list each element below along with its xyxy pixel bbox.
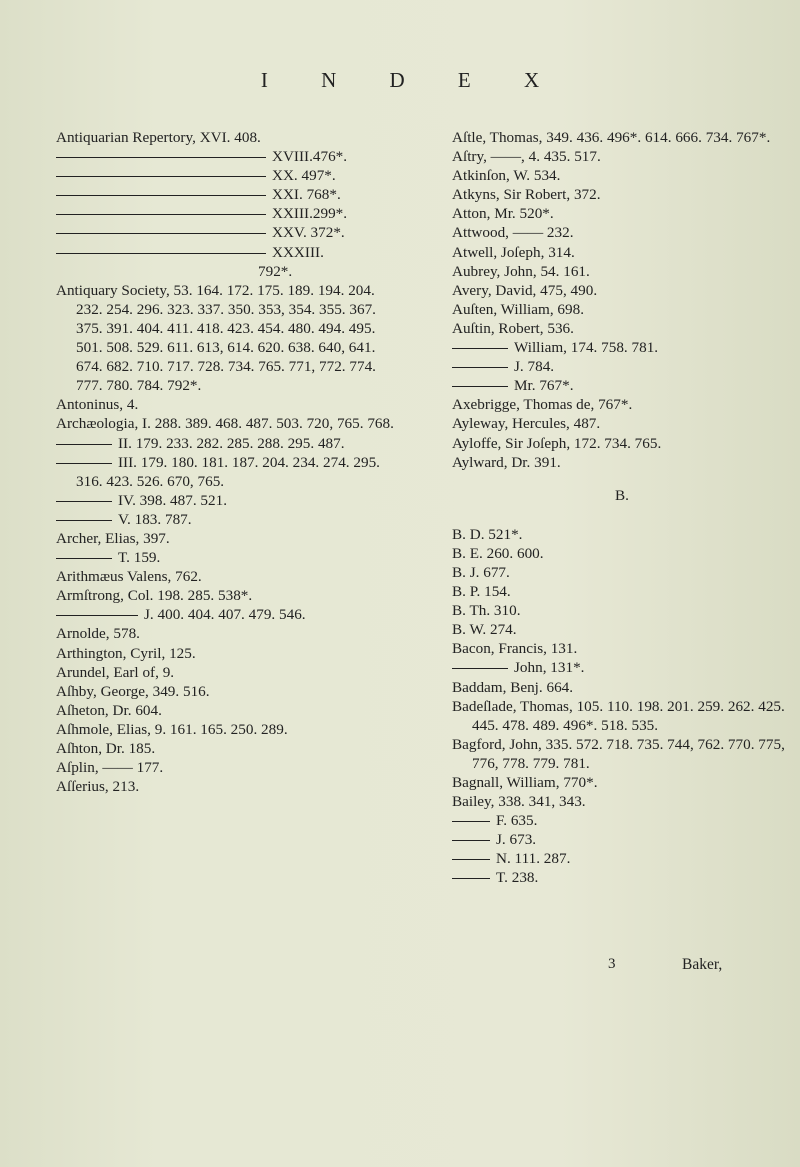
index-entry: [452, 563, 792, 582]
entry-heading: B. E.: [452, 544, 483, 562]
index-entry: [452, 147, 792, 166]
index-entry: [452, 414, 792, 433]
index-entry: [452, 849, 792, 868]
ditto-dash: [56, 501, 112, 502]
entry-page-refs: 105. 110. 198. 201. 259. 262. 425. 445. 478. 489. 496*. 518. 535.: [472, 697, 785, 734]
index-entry: [452, 185, 792, 204]
index-entry: [56, 166, 401, 185]
entry-heading: Bagnall, William,: [452, 774, 560, 791]
page-title: I N D E X: [260, 68, 564, 92]
entry-heading: Antoninus,: [56, 396, 124, 414]
entry-page-refs: XX. 497*.: [272, 167, 336, 185]
entry-heading: Arthington, Cyril,: [56, 644, 166, 662]
entry-heading: Atkinſon, W.: [452, 167, 531, 185]
index-entry: [452, 223, 792, 242]
index-entry: [56, 701, 401, 720]
entry-page-refs: 534.: [533, 167, 561, 185]
index-entry: [452, 395, 792, 414]
index-entry: [452, 434, 792, 453]
entry-heading: Archer, Elias,: [56, 529, 140, 547]
entry-page-refs: 338. 341, 343.: [498, 793, 586, 811]
ditto-dash: [452, 840, 490, 841]
index-entry: [452, 525, 792, 544]
entry-page-refs: 349. 516.: [152, 682, 210, 700]
index-entry: [452, 281, 792, 300]
entry-page-refs: John, 131*.: [514, 659, 585, 677]
ditto-dash: [56, 253, 266, 254]
entry-page-refs: 475, 490.: [540, 281, 598, 299]
index-entry: [56, 414, 401, 433]
index-entry: [452, 792, 792, 811]
index-entry: [56, 147, 401, 166]
entry-page-refs: 9.: [162, 663, 175, 681]
index-entry: [56, 204, 401, 223]
index-entry: [452, 868, 792, 887]
entry-heading: Archæologia,: [56, 415, 139, 433]
ditto-dash: [452, 386, 508, 387]
entry-heading: Atton, Mr.: [452, 205, 516, 223]
entry-page-refs: 578.: [113, 625, 140, 643]
ditto-dash: [56, 444, 112, 445]
ditto-dash: [56, 463, 112, 464]
index-entry: [56, 605, 401, 624]
index-entry: [452, 243, 792, 262]
ditto-dash: [452, 367, 508, 368]
entry-page-refs: 391.: [534, 453, 561, 471]
entry-page-refs: 520*.: [519, 205, 554, 223]
entry-page-refs: 232.: [546, 224, 574, 242]
index-entry: [56, 586, 401, 605]
entry-page-refs: II. 179. 233. 282. 285. 288. 295. 487.: [118, 434, 345, 452]
index-entry: [452, 319, 792, 338]
entry-page-refs: XXXIII.: [272, 243, 324, 261]
index-entry: [56, 777, 401, 796]
ditto-dash: [56, 214, 266, 215]
page-number: 3: [608, 956, 616, 972]
entry-page-refs: 536.: [547, 319, 574, 337]
entry-heading: Antiquarian Repertory,: [56, 129, 196, 146]
index-entry: [452, 697, 792, 735]
entry-page-refs: IV. 398. 487. 521.: [118, 491, 227, 509]
entry-page-refs: 54. 161.: [540, 262, 590, 280]
entry-heading: Aſtle, Thomas,: [452, 129, 543, 146]
index-entry: [56, 223, 401, 242]
entry-page-refs: 4. 435. 517.: [528, 148, 601, 166]
entry-page-refs: 314.: [548, 243, 575, 261]
index-entry: [452, 639, 792, 658]
entry-heading: Armſtrong, Col.: [56, 587, 154, 605]
entry-page-refs: J. 784.: [514, 358, 555, 376]
index-entry: [56, 529, 401, 548]
index-entry: [56, 281, 401, 396]
ditto-dash: [56, 195, 266, 196]
index-entry: [56, 395, 401, 414]
index-entry: [452, 601, 792, 620]
entry-page-refs: N. 111. 287.: [496, 850, 571, 868]
entry-heading: Aſhmole, Elias,: [56, 720, 151, 738]
section-letter-heading: B.: [615, 486, 629, 504]
entry-page-refs: 154.: [484, 583, 511, 601]
index-entry: [452, 830, 792, 849]
entry-heading: Atwell, Joſeph,: [452, 243, 545, 261]
index-entry: [56, 243, 401, 262]
entry-page-refs: Mr. 767*.: [514, 377, 574, 395]
index-entry: [56, 510, 401, 529]
entry-page-refs: I. 288. 389. 468. 487. 503. 720, 765. 768.: [142, 415, 394, 433]
index-entry: [56, 491, 401, 510]
entry-page-refs: III. 179. 180. 181. 187. 204. 234. 274. 295. 316. 423. 526. 670, 765.: [76, 453, 380, 490]
ditto-dash: [452, 348, 508, 349]
ditto-dash: [56, 176, 266, 177]
entry-page-refs: XVIII.476*.: [272, 148, 348, 166]
entry-heading: Aubrey, John,: [452, 262, 537, 280]
entry-page-refs: 213.: [112, 778, 140, 796]
entry-heading: Bailey,: [452, 793, 495, 811]
entry-page-refs: 53. 164. 172. 175. 189. 194. 204. 232. 254. 296. 323. 337. 350. 353, 354. 355. 367. 375. 391. 404. 411. 418. 423. 454. 480. 494. 495. 501. 508. 529. 611. 613, 614. 620. 638. 640, 641. 674. 682. 710. 717. 728. 734. 765. 771, 772. 774. 777. 780. 784. 792*.: [76, 281, 376, 395]
entry-page-refs: 521*.: [488, 525, 523, 543]
index-entry: [452, 735, 792, 773]
index-entry: [56, 644, 401, 663]
entry-heading: B. D.: [452, 525, 485, 543]
entry-heading: Bacon, Francis,: [452, 640, 547, 658]
entry-page-refs: 172. 734. 765.: [573, 434, 662, 452]
entry-page-refs: T. 238.: [496, 869, 539, 887]
index-entry: [56, 624, 401, 643]
ditto-dash: [452, 859, 490, 860]
entry-heading: Atkyns, Sir Robert,: [452, 186, 571, 204]
entry-heading: Aſheton, Dr.: [56, 701, 132, 719]
ditto-dash: [452, 668, 508, 669]
entry-heading: B. Th.: [452, 602, 491, 620]
entry-heading: Bagford, John,: [452, 735, 542, 753]
entry-heading: B. J.: [452, 563, 480, 581]
entry-heading: Baddam, Benj.: [452, 678, 543, 696]
entry-heading: Arundel, Earl of,: [56, 663, 159, 681]
entry-page-refs: T. 159.: [118, 549, 161, 567]
index-entry: [452, 376, 792, 395]
index-entry: [452, 544, 792, 563]
index-entry: [56, 185, 401, 204]
index-entry: [452, 453, 792, 472]
entry-heading: Aylward, Dr.: [452, 453, 531, 471]
entry-page-refs: 349. 436. 496*. 614. 666. 734. 767*.: [546, 129, 771, 146]
entry-page-refs: 698.: [557, 300, 584, 318]
entry-page-refs: 767*.: [598, 396, 633, 414]
entry-heading: Attwood, ——: [452, 224, 544, 242]
entry-heading: B. W.: [452, 621, 487, 639]
entry-heading: Antiquary Society,: [56, 281, 170, 299]
entry-page-refs: XXI. 768*.: [272, 186, 341, 204]
ditto-dash: [56, 157, 266, 158]
entry-page-refs: J. 400. 404. 407. 479. 546.: [144, 606, 306, 624]
ditto-dash: [56, 233, 266, 234]
entry-page-refs: 397.: [143, 529, 170, 547]
entry-page-refs: 664.: [546, 678, 574, 696]
index-entry: [56, 128, 401, 147]
entry-heading: Arnolde,: [56, 625, 110, 643]
index-entry: [452, 204, 792, 223]
entry-page-refs: 310.: [493, 602, 521, 620]
entry-heading: Ayloffe, Sir Joſeph,: [452, 434, 571, 452]
index-entry: [56, 434, 401, 453]
ditto-dash: [56, 558, 112, 559]
entry-page-refs: J. 673.: [496, 831, 537, 849]
entry-heading: Aſhton, Dr.: [56, 740, 125, 757]
entry-heading: Badeſlade, Thomas,: [452, 697, 573, 715]
entry-page-refs: V. 183. 787.: [118, 510, 192, 528]
entry-page-refs: 335. 572. 718. 735. 744, 762. 770. 775, 776, 778. 779. 781.: [472, 735, 785, 772]
entry-heading: Auſten, William,: [452, 300, 554, 318]
entry-heading: Axebrigge, Thomas de,: [452, 396, 595, 414]
entry-page-refs: 4.: [126, 396, 139, 414]
index-entry: [56, 720, 401, 739]
index-entry: [56, 682, 401, 701]
entry-heading: Aſſerius,: [56, 778, 109, 796]
entry-page-refs: 185.: [128, 740, 156, 757]
entry-page-refs: 792*.: [258, 262, 293, 280]
index-entry: [452, 773, 792, 792]
index-entry: [56, 262, 401, 281]
index-column-right: [452, 128, 792, 888]
entry-heading: Avery, David,: [452, 281, 537, 299]
entry-heading: B. P.: [452, 583, 481, 601]
index-entry: [452, 678, 792, 697]
entry-page-refs: 131.: [550, 640, 578, 658]
index-entry: [452, 166, 792, 185]
entry-page-refs: 274.: [489, 621, 517, 639]
index-column-left: [56, 128, 401, 796]
index-entry: [56, 453, 401, 491]
entry-page-refs: 125.: [169, 644, 196, 662]
catchword: Baker,: [682, 956, 723, 973]
index-entry: [452, 300, 792, 319]
entry-page-refs: XXV. 372*.: [272, 224, 345, 242]
index-entry: [56, 739, 401, 758]
entry-page-refs: 372.: [573, 186, 601, 204]
entry-page-refs: 677.: [483, 563, 510, 581]
index-entry: [452, 582, 792, 601]
index-entry: [56, 567, 401, 586]
entry-heading: Aſhby, George,: [56, 682, 149, 700]
entry-page-refs: 487.: [573, 415, 601, 433]
ditto-dash: [452, 821, 490, 822]
index-entry: [452, 338, 792, 357]
ditto-dash: [452, 878, 490, 879]
entry-heading: Ayleway, Hercules,: [452, 415, 570, 433]
index-entry: [452, 658, 792, 677]
entry-heading: Aſplin, ——: [56, 759, 133, 777]
ditto-dash: [56, 615, 138, 616]
entry-page-refs: 198. 285. 538*.: [157, 587, 253, 605]
index-entry: [56, 663, 401, 682]
index-entry: [56, 758, 401, 777]
entry-heading: Arithmæus Valens,: [56, 568, 172, 586]
ditto-dash: [56, 520, 112, 521]
index-entry: [56, 548, 401, 567]
entry-page-refs: XXIII.299*.: [272, 205, 348, 223]
entry-page-refs: 604.: [135, 701, 162, 719]
entry-page-refs: 260. 600.: [486, 544, 544, 562]
entry-page-refs: 177.: [136, 759, 164, 777]
index-entry: [452, 620, 792, 639]
index-entry: [452, 128, 792, 147]
entry-page-refs: 9. 161. 165. 250. 289.: [154, 720, 288, 738]
entry-page-refs: William, 174. 758. 781.: [514, 339, 659, 357]
entry-page-refs: 770*.: [563, 774, 598, 791]
index-entry: [452, 357, 792, 376]
entry-page-refs: 762.: [175, 568, 202, 586]
index-entry: [452, 262, 792, 281]
entry-heading: Aſtry, ——,: [452, 148, 525, 166]
entry-page-refs: F. 635.: [496, 812, 538, 830]
entry-page-refs: XVI. 408.: [199, 129, 261, 146]
entry-heading: Auſtin, Robert,: [452, 319, 544, 337]
index-entry: [452, 811, 792, 830]
